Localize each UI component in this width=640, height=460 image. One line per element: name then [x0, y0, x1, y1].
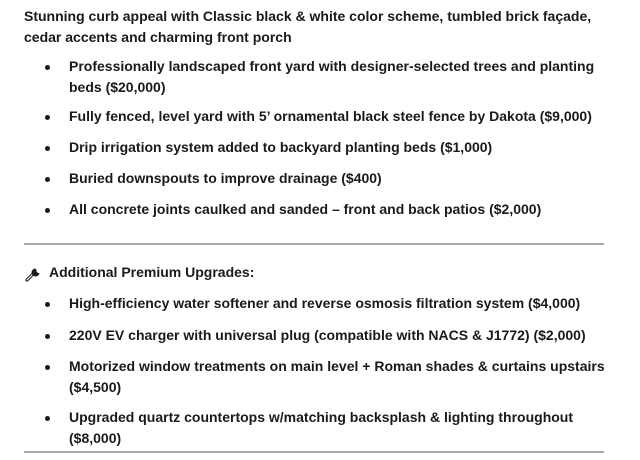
- bullet-icon: [45, 334, 50, 339]
- list-item-text: Upgraded quartz countertops w/matching backsplash & lighting throughout ($8,000): [69, 409, 574, 446]
- list-item-text: High-efficiency water softener and reverse osmosis filtration system ($4,000): [69, 295, 581, 311]
- list-item-text: 220V EV charger with universal plug (compatible with NACS & J1772) ($2,000): [69, 327, 586, 343]
- list-item-text: Professionally landscaped front yard with designer-selected trees and planting beds ($20,000): [69, 58, 595, 95]
- bullet-icon: [45, 365, 50, 370]
- wrench-icon: [24, 264, 44, 282]
- intro-paragraph: Stunning curb appeal with Classic black & white color scheme, tumbled brick façade, cedar accents and charming front porch: [24, 8, 592, 45]
- list-item-text: Motorized window treatments on main level + Roman shades & curtains upstairs ($4,500): [69, 358, 605, 395]
- bullet-icon: [45, 302, 50, 307]
- bullet-icon: [45, 208, 50, 213]
- bullet-icon: [45, 115, 50, 120]
- list-item-text: Drip irrigation system added to backyard planting beds ($1,000): [69, 139, 493, 155]
- section-heading-text: Additional Premium Upgrades:: [49, 264, 255, 280]
- list-item-text: Fully fenced, level yard with 5’ ornamental black steel fence by Dakota ($9,000): [69, 108, 592, 124]
- bullet-icon: [45, 416, 50, 421]
- bullet-icon: [45, 65, 50, 70]
- bullet-icon: [45, 177, 50, 182]
- section-divider: [24, 243, 604, 245]
- section-divider: [24, 451, 604, 453]
- list-item-text: All concrete joints caulked and sanded – front and back patios ($2,000): [69, 201, 542, 217]
- list-item-text: Buried downspouts to improve drainage ($400): [69, 170, 382, 186]
- bullet-icon: [45, 146, 50, 151]
